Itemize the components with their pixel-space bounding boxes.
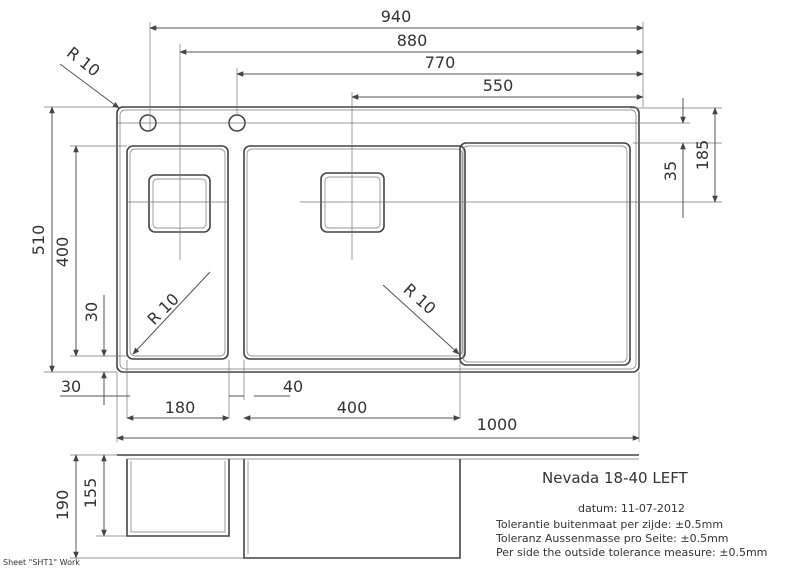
tolerance-de: Toleranz Aussenmasse pro Seite: ±0.5mm — [496, 532, 729, 545]
dim-35: 35 — [661, 160, 680, 182]
small-bowl-inner — [130, 149, 225, 356]
dim-155: 155 — [81, 477, 100, 509]
drainboard — [460, 143, 630, 365]
info-block — [495, 469, 767, 559]
dim-185: 185 — [693, 139, 712, 171]
tolerance-en: Per side the outside tolerance measure: ±0.5mm — [496, 546, 768, 559]
radius-small-bowl-label: R 10 — [143, 289, 183, 329]
small-bowl — [127, 146, 228, 359]
large-bowl-drain-inner — [325, 177, 380, 228]
dim-770: 770 — [424, 53, 456, 72]
sheet-label: Sheet "SHT1" Work — [3, 558, 80, 567]
section-large-bowl — [244, 459, 460, 558]
dim-880: 880 — [396, 31, 428, 50]
dim-190: 190 — [53, 489, 72, 521]
dim-30-vertical: 30 — [82, 301, 101, 323]
tolerance-nl: Tolerantie buitenmaat per zijde: ±0.5mm — [496, 518, 724, 531]
radius-corner-label: R 10 — [63, 42, 104, 81]
dim-550: 550 — [482, 76, 514, 95]
dim-40: 40 — [282, 377, 304, 396]
dim-510: 510 — [29, 224, 48, 256]
dim-400-horizontal: 400 — [336, 398, 368, 417]
dim-940: 940 — [380, 7, 412, 26]
dim-180: 180 — [164, 398, 196, 417]
model-title: Nevada 18-40 LEFT — [542, 469, 688, 487]
dim-30-horizontal: 30 — [60, 377, 82, 396]
date-label: datum: 11-07-2012 — [578, 502, 685, 515]
small-bowl-drain-inner — [153, 179, 206, 228]
large-bowl-drain — [321, 173, 384, 232]
radius-large-bowl-label: R 10 — [399, 279, 440, 319]
center-lines — [118, 108, 722, 260]
dim-400-vertical: 400 — [53, 236, 72, 268]
large-bowl — [244, 146, 465, 359]
dim-1000: 1000 — [476, 415, 518, 434]
drainboard-inner — [463, 146, 627, 362]
small-bowl-drain — [149, 175, 210, 232]
section-small-bowl — [127, 459, 229, 536]
large-bowl-inner — [247, 149, 462, 356]
section-small-bowl-inner — [131, 461, 225, 532]
plan-view — [29, 7, 722, 442]
